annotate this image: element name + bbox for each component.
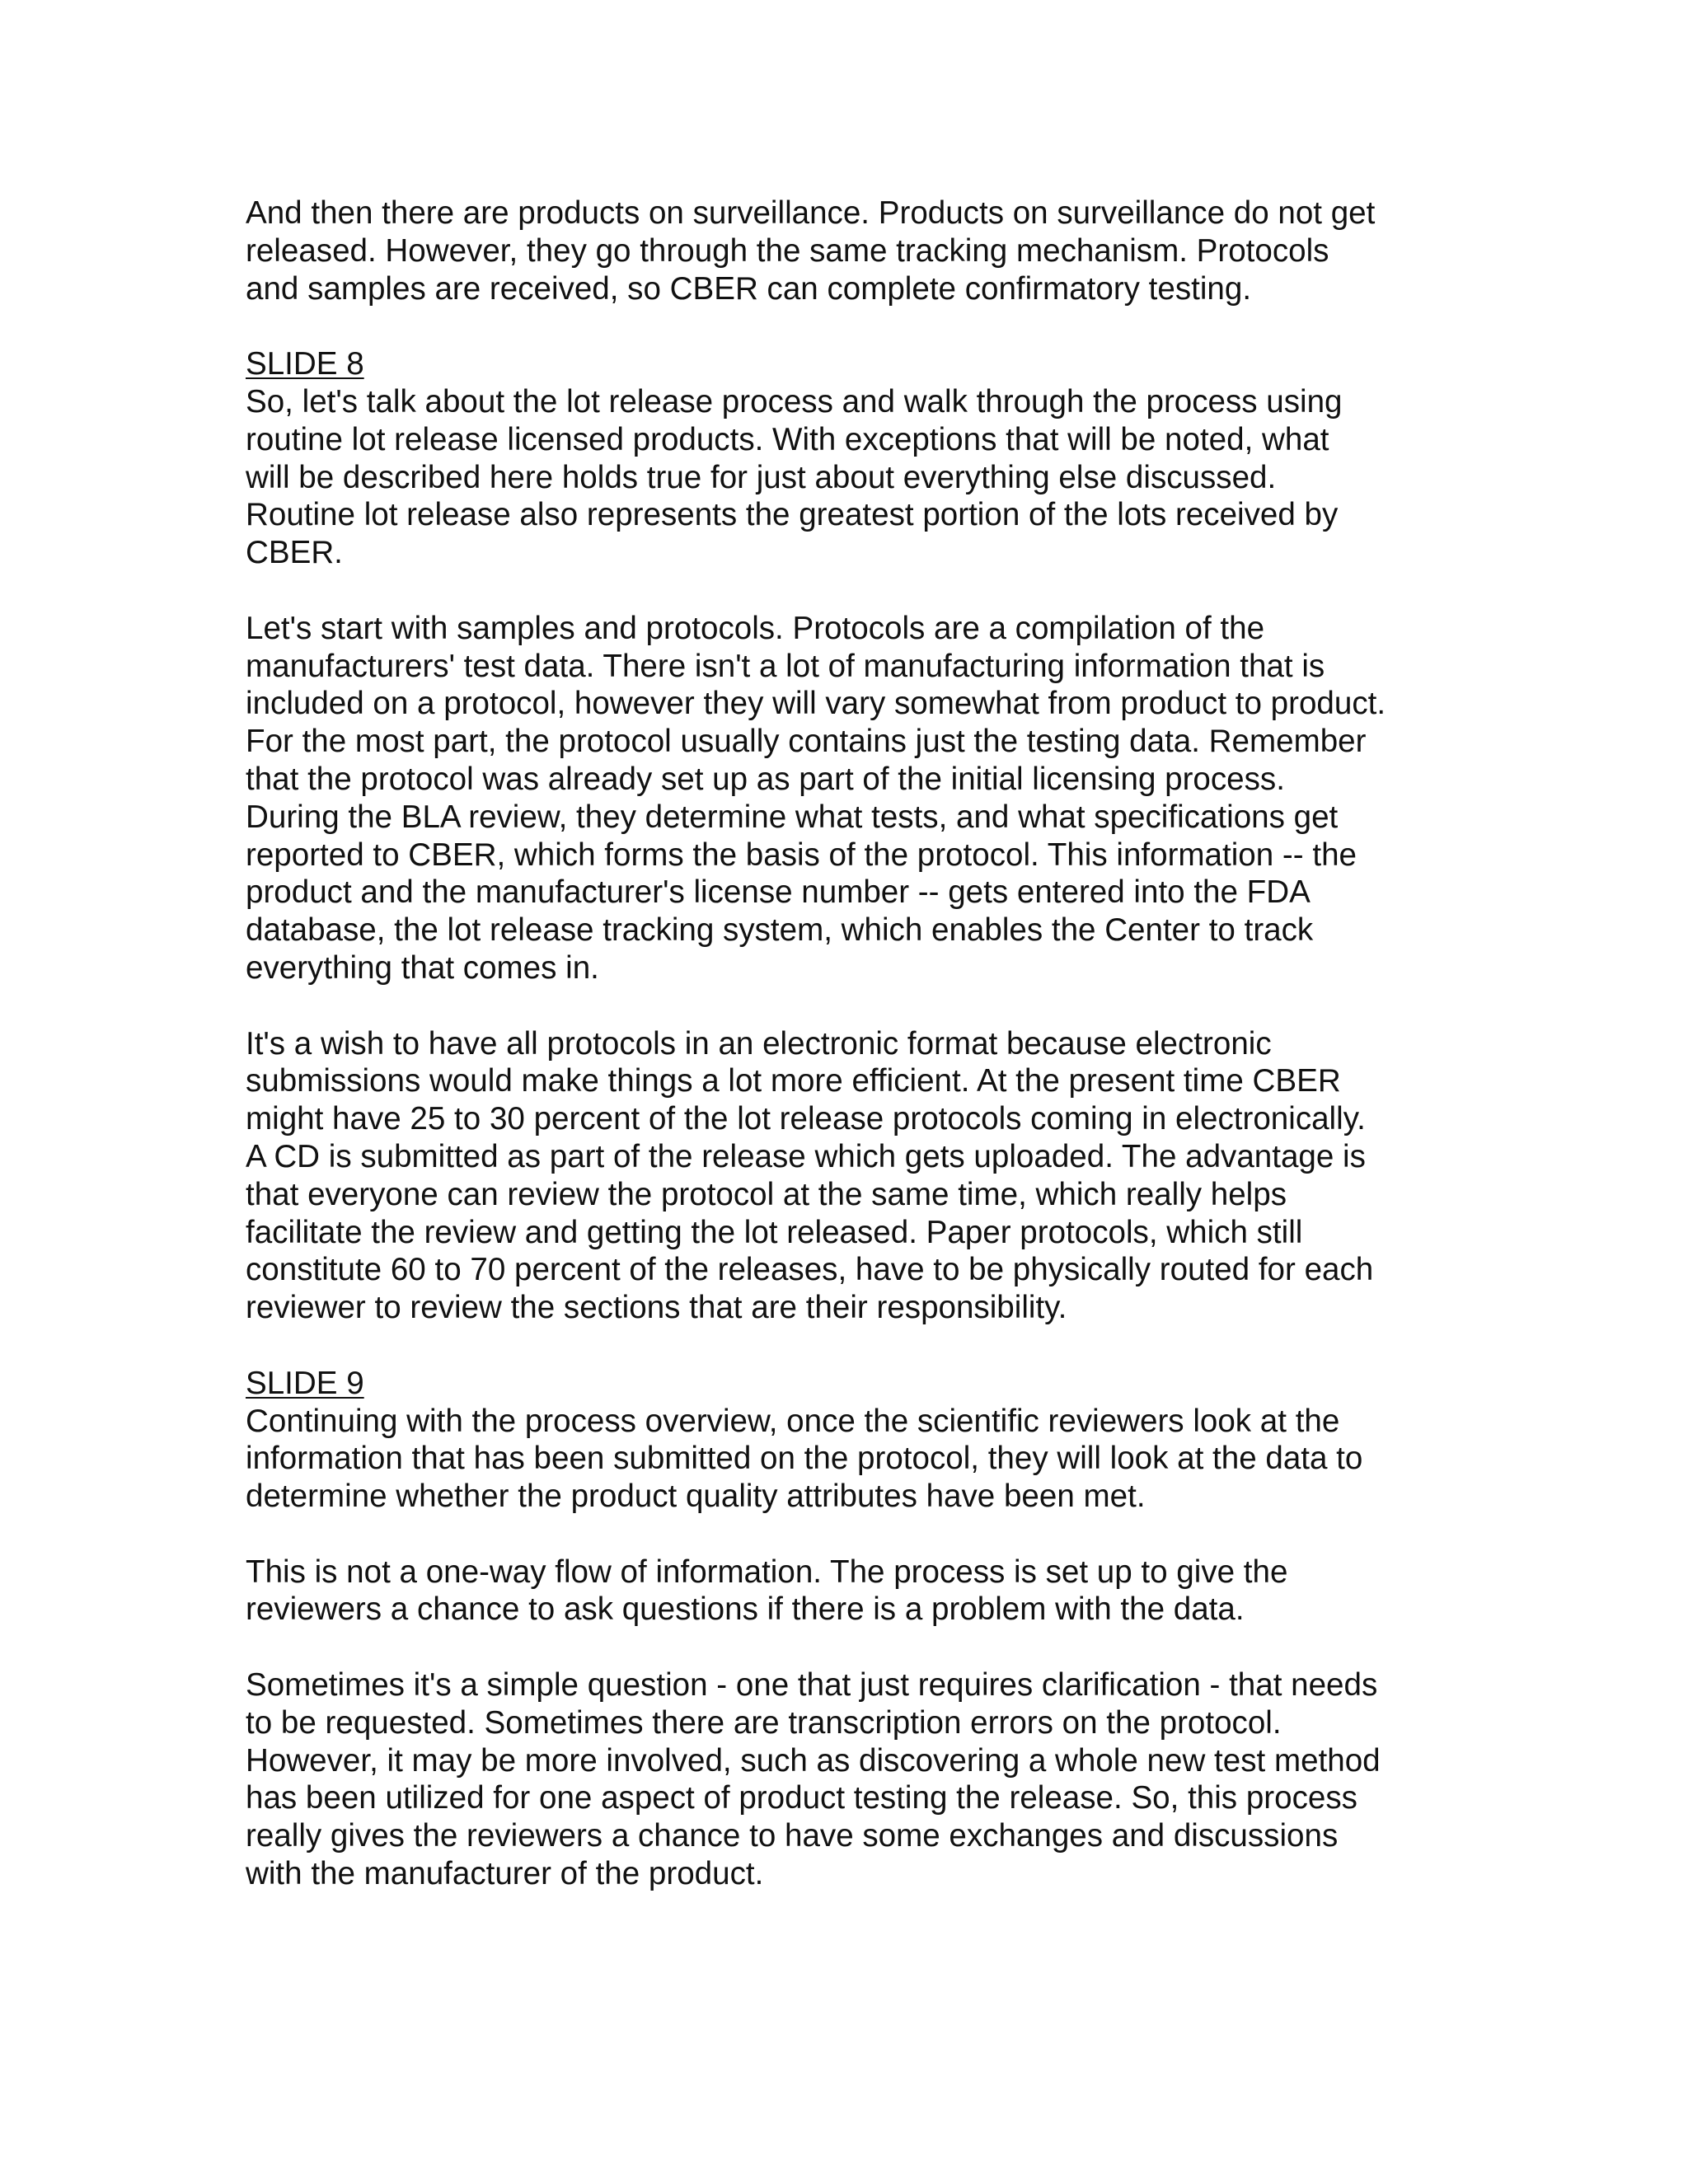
slide-8-section <box>246 345 1449 572</box>
slide-9-section <box>246 1365 1449 1516</box>
document-body <box>246 194 1449 1893</box>
slide-8-heading: SLIDE 8 <box>246 346 364 382</box>
slide-9-paragraph-3: Sometimes it's a simple question - one that just requires clarification - that needs to be requested. Sometimes there are transcription errors on the protocol. However, it may be more involved, such as discovering a whole new test method has been utilized for one aspect of product testing the release. So, this process really gives the reviewers a chance to have some exchanges and discussions with the manufacturer of the product. <box>246 1667 1381 1892</box>
slide-8-paragraph-2: Let's start with samples and protocols. Protocols are a compilation of the manufacturers' test data. There isn't a lot of manufacturing information that is included on a protocol, however they will vary somewhat from product to product. For the most part, the protocol usually contains just the testing data. Remember that the protocol was already set up as part of the initial licensing process. During the BLA review, they determine what tests, and what specifications get reported to CBER, which forms the basis of the protocol. This information -- the product and the manufacturer's license number -- gets entered into the FDA database, the lot release tracking system, which enables the Center to track everything that comes in. <box>246 610 1386 986</box>
slide-9-paragraph-1: Continuing with the process overview, once the scientific reviewers look at the information that has been submitted on the protocol, they will look at the data to determine whether the product quality attributes have been met. <box>246 1403 1363 1515</box>
slide-8-paragraph-1: So, let's talk about the lot release process and walk through the process using routine lot release licensed products. With exceptions that will be noted, what will be described here holds true for just about everything else discussed. Routine lot release also represents the greatest portion of the lots received by CBER. <box>246 383 1343 571</box>
slide-9-heading: SLIDE 9 <box>246 1365 364 1401</box>
intro-paragraph: And then there are products on surveillance. Products on surveillance do not get released. However, they go through the same tracking mechanism. Protocols and samples are received, so CBER can complete confirmatory testing. <box>246 195 1376 307</box>
slide-8-paragraph-3: It's a wish to have all protocols in an electronic format because electronic submissions would make things a lot more efficient. At the present time CBER might have 25 to 30 percent of the lot release protocols coming in electronically. A CD is submitted as part of the release which gets uploaded. The advantage is that everyone can review the protocol at the same time, which really helps facilitate the review and getting the lot released. Paper protocols, which still constitute 60 to 70 percent of the releases, have to be physically routed for each reviewer to review the sections that are their responsibility. <box>246 1025 1374 1326</box>
slide-9-paragraph-2: This is not a one-way flow of information. The process is set up to give the reviewers a chance to ask questions if there is a problem with the data. <box>246 1554 1288 1628</box>
